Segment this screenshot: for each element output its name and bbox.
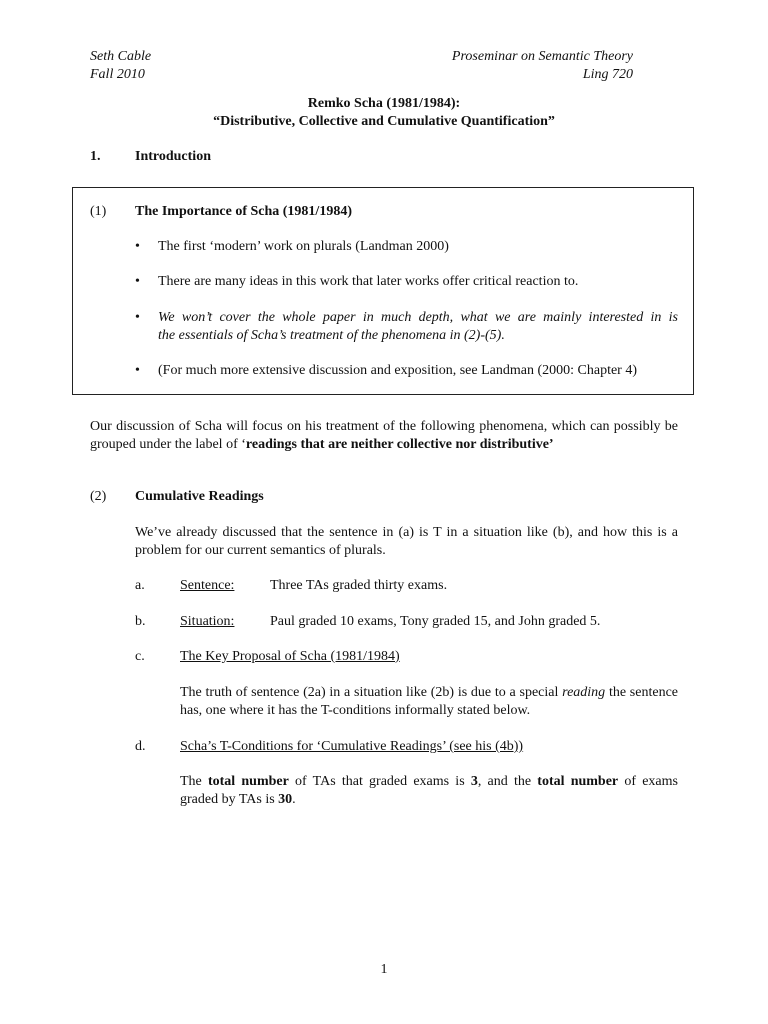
item-name: The Key Proposal of Scha (1981/1984) [180,649,400,664]
bullet-icon: • [135,363,140,378]
example-title: Cumulative Readings [135,489,264,504]
section-title: Introduction [135,149,211,164]
title-line1: Remko Scha (1981/1984): [307,96,461,111]
item-label: b. [135,614,146,629]
page-number: 1 [380,962,388,977]
bullet-text: The first ‘modern’ work on plurals (Landman 2000) [158,239,449,254]
bullet-text: We won’t cover the whole paper in much depth, what we are mainly interested in is [158,310,678,325]
bullet-text: the essentials of Scha’s treatment of the phenomena in (2)-(5). [158,328,505,343]
item-text: Paul graded 10 exams, Tony graded 15, and John graded 5. [270,614,601,629]
item-name: Scha’s T-Conditions for ‘Cumulative Readings’ (see his (4b)) [180,739,524,754]
header-course-number: Ling 720 [582,67,633,82]
tconditions-text: , and the [477,774,538,789]
tconditions-bold: 3 [470,774,478,789]
example-intro: We’ve already discussed that the sentence in (a) is T in a situation like (b), and how this is a problem for our current semantics of plurals. [135,525,678,558]
discussion-bold: readings that are neither collective nor distributive’ [245,437,554,452]
proposal-italic: reading [562,685,606,700]
example-number: (2) [90,489,107,504]
header-author: Seth Cable [90,49,152,64]
item-label: a. [135,578,145,593]
box-number: (1) [90,204,107,219]
discussion-text: Our discussion of Scha will focus on his treatment of the following phenomena, which can possibly be grouped under the label of ‘ [90,419,678,452]
tconditions-text: of exams graded by TAs is [180,774,678,807]
discussion-paragraph [90,418,678,454]
bullet-icon: • [135,274,140,289]
item-text: Three TAs graded thirty exams. [270,578,448,593]
header-course: Proseminar on Semantic Theory [451,49,633,64]
bullet-text: (For much more extensive discussion and exposition, see Landman (2000: Chapter 4) [158,363,638,378]
tconditions-text: . [292,792,296,807]
item-label: d. [135,739,146,754]
tconditions-bold: 30 [278,792,293,807]
tconditions-text: of TAs that graded exams is [288,774,471,789]
tconditions-bold: total number [207,774,289,789]
item-name: Situation: [180,614,235,629]
bullet-text: There are many ideas in this work that later works offer critical reaction to. [158,274,579,289]
section-number: 1. [90,149,101,164]
item-label: c. [135,649,145,664]
tconditions-paragraph [180,773,678,809]
proposal-text: the sentence has, one where it has the T-conditions informally stated below. [180,685,678,718]
tconditions-text: The [180,774,208,789]
title-line2: “Distributive, Collective and Cumulative Quantification” [213,114,555,129]
proposal-paragraph [180,684,678,720]
box-title: The Importance of Scha (1981/1984) [135,204,352,219]
bullet-icon: • [135,239,140,254]
proposal-text: The truth of sentence (2a) in a situation like (2b) is due to a special [180,685,563,700]
tconditions-bold: total number [537,774,619,789]
header-term: Fall 2010 [90,67,145,82]
item-name: Sentence: [180,578,235,593]
bullet-icon: • [135,310,140,325]
